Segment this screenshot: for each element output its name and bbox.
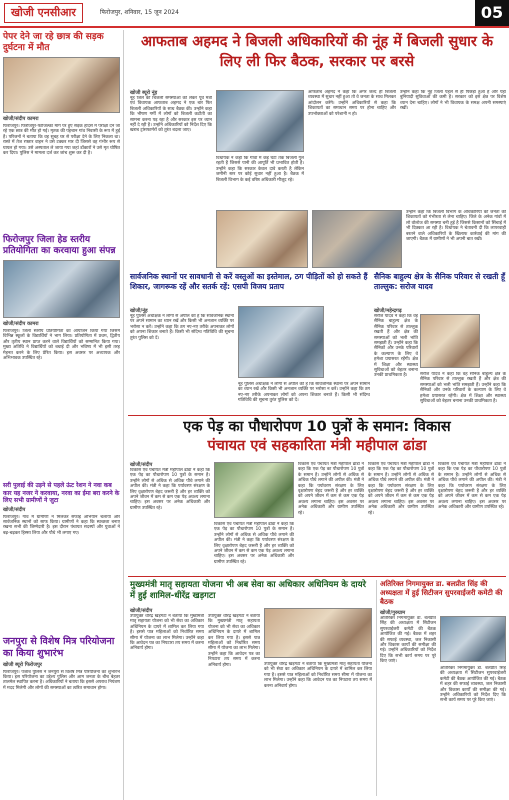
story3-byline: खोजी/संदीप	[3, 506, 26, 513]
band-text-col3: विकास एवं पंचायत मंत्री महीपाल ढांडा ने कहा कि एक पेड़ का पौधारोपण 10 पुत्रों के समान है। उन्होंने लोगों से अधिक से अधिक पौधे लगाने की अपील की। मंत्री ने कहा कि पर्यावरण संरक्षण के लिए वृक्षारोपण बेहद जरूरी है और हर व्यक्ति को अपने जीवन में कम से कम एक पेड़ अवश्य लगाना चाहिए। इस अवसर पर अनेक अधिकारी और ग्रामीण उपस्थित रहे।	[298, 462, 364, 516]
top-story-text-col2: विधायक ने कहा कि गांवों में कई घंटों तक बिजली गुल रहती है जिससे पानी की आपूर्ति भी प्रभावित होती है। उन्होंने कहा कि सरकार केवल दावे करती है लेकिन जमीनी स्तर पर कोई सुधार नहीं हुआ है। बैठक में बिजली विभाग के कई वरिष्ठ अधिकारी मौजूद रहे।	[216, 156, 304, 183]
band-headline-black: एक पेड़ का पौधारोपण 10 पुत्रों के समान: विकास	[183, 419, 451, 435]
newspaper-logo: खोजी एनसीआर	[4, 3, 83, 23]
bottom-left-byline: खोजी/संदीप	[130, 608, 153, 614]
military-story-text-2: सरोज यादव ने कहा कि वह सैनिक बाहुल्य क्षेत्र के सैनिक परिवार से ताल्लुक रखती हैं और क्षेत्र की समस्याओं को भली भांति समझती हैं। उन्होंने कहा कि सैनिकों और उनके परिवारों के कल्याण के लिए वे हमेशा प्रयासरत रहेंगी। क्षेत्र में शिक्षा और स्वास्थ्य सुविधाओं को बेहतर बनाना उनकी प्राथमिकता है।	[420, 372, 506, 405]
police-story-headline: सार्वजनिक स्थानों पर सावधानी से करें वस्तुओं का इस्तेमाल, ठग पीड़ितों को हो सकते हैं शिकार, जागरूक रहें और सतर्क रहें: एसपी विजय प्रताप	[130, 272, 368, 291]
divider-bottom-vertical	[376, 580, 377, 796]
band-text-col4: विकास एवं पंचायत मंत्री महीपाल ढांडा ने कहा कि एक पेड़ का पौधारोपण 10 पुत्रों के समान है। उन्होंने लोगों से अधिक से अधिक पौधे लगाने की अपील की। मंत्री ने कहा कि पर्यावरण संरक्षण के लिए वृक्षारोपण बेहद जरूरी है और हर व्यक्ति को अपने जीवन में कम से कम एक पेड़ अवश्य लगाना चाहिए। इस अवसर पर अनेक अधिकारी और ग्रामीण उपस्थित रहे।	[368, 462, 434, 516]
bottom-right-text-col1: अतिरिक्त निगमायुक्त डा. बलप्रीत सिंह की अध्यक्षता में सिटीजन सुपरवाईजरी कमेटी की बैठक आयोजित की गई। बैठक में शहर की सफाई व्यवस्था, जल निकासी और विकास कार्यों की समीक्षा की गई। उन्होंने अधिकारियों को निर्देश दिए कि सभी कार्य समय पर पूरे किए जाएं।	[380, 616, 436, 665]
bottom-right-headline: अतिरिक्त निगमायुक्त डा. बलप्रीत सिंह की अध्यक्षता में हुई सिटीजन सुपरवाईजरी कमेटी की बैठक	[380, 580, 503, 606]
bottom-right-photo	[440, 616, 506, 662]
story4-byline: खोजी ब्यूरो फिरोजपुर	[3, 661, 42, 668]
band-byline: खोजी/संदीप	[130, 462, 153, 468]
bottom-left-text-col3: उपायुक्त धीरेंद्र खड़गटा ने बताया कि मुख्यमंत्री मातृ सहायता योजना को भी सेवा का अधिकार अधिनियम के दायरे में शामिल कर लिया गया है। इससे पात्र महिलाओं को निर्धारित समय सीमा में योजना का लाभ मिलेगा। उन्होंने कहा कि आवेदन पत्र का निपटारा तय समय में करना अनिवार्य होगा।	[264, 662, 372, 689]
police-officer-photo	[238, 306, 324, 378]
band-headline	[128, 418, 506, 456]
divider-bottom	[128, 576, 506, 577]
bottom-left-text-col1: उपायुक्त धीरेंद्र खड़गटा ने बताया कि मुख्यमंत्री मातृ सहायता योजना को भी सेवा का अधिकार अधिनियम के दायरे में शामिल कर लिया गया है। इससे पात्र महिलाओं को निर्धारित समय सीमा में योजना का लाभ मिलेगा। उन्होंने कहा कि आवेदन पत्र का निपटारा तय समय में करना अनिवार्य होगा।	[130, 614, 204, 652]
bottom-right-text-col2: अतिरिक्त निगमायुक्त डा. बलप्रीत सिंह की अध्यक्षता में सिटीजन सुपरवाईजरी कमेटी की बैठक आयोजित की गई। बैठक में शहर की सफाई व्यवस्था, जल निकासी और विकास कार्यों की समीक्षा की गई। उन्होंने अधिकारियों को निर्देश दिए कि सभी कार्य समय पर पूरे किए जाएं।	[440, 666, 506, 704]
story2-headline: फिरोजपुर जिला हेड स्तरीय प्रतियोगिता का करवाया हुआ संपन्न	[3, 235, 116, 256]
story3-text: फिरोजपुर। गांव में ग्रामीणों ने मिलकर सफाई अभियान चलाया और सार्वजनिक स्थानों को साफ किया। ग्रामीणों ने कहा कि स्वच्छता बनाए रखना सभी की जिम्मेदारी है। इस दौरान पंचायत सदस्यों और युवाओं ने बढ़-चढ़कर हिस्सा लिया और पौधे भी लगाए गए।	[3, 514, 120, 536]
military-story-text: सरोज यादव ने कहा कि वह सैनिक बाहुल्य क्षेत्र के सैनिक परिवार से ताल्लुक रखती हैं और क्षेत्र की समस्याओं को भली भांति समझती हैं। उन्होंने कहा कि सैनिकों और उनके परिवारों के कल्याण के लिए वे हमेशा प्रयासरत रहेंगी। क्षेत्र में शिक्षा और स्वास्थ्य सुविधाओं को बेहतर बनाना उनकी प्राथमिकता है।	[374, 314, 418, 379]
bottom-left-photo	[264, 608, 372, 658]
top-story-byline: खोजी ब्यूरो नूंह	[130, 90, 158, 96]
top-story-text-col1: नूंह जिले की बिजली समस्याओं को लेकर पूर्व मंत्री एवं विधायक आफताब अहमद ने एक बार फिर बिजली अधिकारियों के साथ बैठक की। उन्होंने कहा कि भीषण गर्मी में लोगों को बिजली कटौती का सामना करना पड़ रहा है और सरकार इस पर ध्यान नहीं दे रही है। उन्होंने अधिकारियों को निर्देश दिए कि खराब ट्रांसफार्मरों को तुरंत बदला जाए।	[130, 96, 212, 134]
story4-text: फिरोजपुर। पंजाब पुलिस ने जनपुरा से विशेष मित्र परियोजना का शुभारंभ किया। इस परियोजना का उद्देश्य पुलिस और आम जनता के बीच बेहतर तालमेल स्थापित करना है। अधिकारियों ने बताया कि इससे अपराध नियंत्रण में मदद मिलेगी और लोगों की समस्याओं का त्वरित समाधान होगा।	[3, 669, 120, 691]
story2-byline: खोजी/संदीप कामरा	[3, 321, 39, 327]
right-column-text: उन्होंने कहा कि बिजली विभाग के अधिकारियों को जनता की शिकायतों को गंभीरता से लेना चाहिए। जिले के अनेक गांवों में लो वोल्टेज की समस्या बनी हुई है जिससे किसानों को सिंचाई में भी दिक्कत आ रही है। विधायक ने चेतावनी दी कि लापरवाही बरतने वाले अधिकारियों के खिलाफ कार्रवाई की मांग की जाएगी। बैठक में ग्रामीणों ने भी अपनी बात रखी।	[406, 210, 506, 243]
saroj-yadav-photo	[420, 314, 480, 368]
band-text-col2: विकास एवं पंचायत मंत्री महीपाल ढांडा ने कहा कि एक पेड़ का पौधारोपण 10 पुत्रों के समान है। उन्होंने लोगों से अधिक से अधिक पौधे लगाने की अपील की। मंत्री ने कहा कि पर्यावरण संरक्षण के लिए वृक्षारोपण बेहद जरूरी है और हर व्यक्ति को अपने जीवन में कम से कम एक पेड़ अवश्य लगाना चाहिए। इस अवसर पर अनेक अधिकारी और ग्रामीण उपस्थित रहे।	[214, 522, 294, 565]
police-story-text-2: नूंह पुलिस अधीक्षक ने लोगों से अपील की है कि सार्वजनिक स्थानों पर अपने सामान का ध्यान रखें और किसी भी अनजान व्यक्ति पर भरोसा न करें। उन्होंने कहा कि ठग नए-नए तरीके अपनाकर लोगों को अपना शिकार बनाते हैं। किसी भी संदिग्ध गतिविधि की सूचना तुरंत पुलिस को दें।	[238, 382, 370, 404]
band-photo	[214, 462, 294, 518]
page-number: 05	[475, 0, 509, 26]
military-story-headline: सैनिक बाहुल्य क्षेत्र के सैनिक परिवार से रखती हूँ ताल्लुक: सरोज यादव	[374, 272, 505, 291]
dateline: फिरोजपुर, शनिवार, 15 जून 2024	[100, 9, 179, 16]
military-story-byline: खोजी/महेन्द्रगढ़	[374, 308, 402, 314]
police-story-text: नूंह पुलिस अधीक्षक ने लोगों से अपील की है कि सार्वजनिक स्थानों पर अपने सामान का ध्यान रखें और किसी भी अनजान व्यक्ति पर भरोसा न करें। उन्होंने कहा कि ठग नए-नए तरीके अपनाकर लोगों को अपना शिकार बनाते हैं। किसी भी संदिग्ध गतिविधि की सूचना तुरंत पुलिस को दें।	[130, 314, 234, 341]
top-story-photo-1	[216, 90, 304, 152]
story1-text: फिरोजपुर। फिरोजपुर-फाजिल्का मार्ग पर हुए सड़क हादसे में परीक्षा देने जा रहे एक छात्र की मौत हो गई। मृतक की पहचान गांव निवासी के रूप में हुई है। परिजनों ने बताया कि वह सुबह घर से परीक्षा देने के लिए निकला था। रास्ते में तेज रफ्तार वाहन ने उसे टक्कर मार दी जिससे वह गंभीर रूप से घायल हो गया। उसे अस्पताल ले जाया गया जहां डॉक्टरों ने उसे मृत घोषित कर दिया। पुलिस ने मामला दर्ज कर जांच शुरू कर दी है।	[3, 124, 120, 157]
bottom-left-text-col2: उपायुक्त धीरेंद्र खड़गटा ने बताया कि मुख्यमंत्री मातृ सहायता योजना को भी सेवा का अधिकार अधिनियम के दायरे में शामिल कर लिया गया है। इससे पात्र महिलाओं को निर्धारित समय सीमा में योजना का लाभ मिलेगा। उन्होंने कहा कि आवेदन पत्र का निपटारा तय समय में करना अनिवार्य होगा।	[208, 614, 260, 668]
story3-headline: सरी पुलाई की उड़ने से पहले ऊंट रेशन ने नवा कब कार यह नजर ने करवाया, नरवा का ईमा बरा करने के लिए सभी ग्रामीणों ने जुटा	[3, 482, 120, 504]
story2-text: फिरोजपुर। जिला स्तरीय प्रतियोगिता का आयोजन किया गया जिसमें विभिन्न स्कूलों के विद्यार्थियों ने भाग लिया। प्रतियोगिता में प्रथम, द्वितीय और तृतीय स्थान प्राप्त करने वाले विद्यार्थियों को सम्मानित किया गया। मुख्य अतिथि ने विद्यार्थियों को बधाई दी और भविष्य में भी इसी तरह मेहनत करने के लिए प्रेरित किया। इस अवसर पर अध्यापक और अभिभावक उपस्थित रहे।	[3, 329, 120, 362]
divider-mid	[128, 415, 506, 416]
top-story-text-col4: उन्होंने कहा कि नूंह जिला पहले से ही पिछड़ा हुआ है और यहां बुनियादी सुविधाओं की कमी है। सरकार को इस क्षेत्र पर विशेष ध्यान देना चाहिए। लोगों ने भी विधायक के समक्ष अपनी समस्याएं रखीं।	[400, 90, 506, 112]
band-text-col5: विकास एवं पंचायत मंत्री महीपाल ढांडा ने कहा कि एक पेड़ का पौधारोपण 10 पुत्रों के समान है। उन्होंने लोगों से अधिक से अधिक पौधे लगाने की अपील की। मंत्री ने कहा कि पर्यावरण संरक्षण के लिए वृक्षारोपण बेहद जरूरी है और हर व्यक्ति को अपने जीवन में कम से कम एक पेड़ अवश्य लगाना चाहिए। इस अवसर पर अनेक अधिकारी और ग्रामीण उपस्थित रहे।	[438, 462, 506, 511]
band-text-col1: विकास एवं पंचायत मंत्री महीपाल ढांडा ने कहा कि एक पेड़ का पौधारोपण 10 पुत्रों के समान है। उन्होंने लोगों से अधिक से अधिक पौधे लगाने की अपील की। मंत्री ने कहा कि पर्यावरण संरक्षण के लिए वृक्षारोपण बेहद जरूरी है और हर व्यक्ति को अपने जीवन में कम से कम एक पेड़ अवश्य लगाना चाहिए। इस अवसर पर अनेक अधिकारी और ग्रामीण उपस्थित रहे।	[130, 468, 210, 511]
bottom-left-headline: मुख्यमंत्री मातृ सहायता योजना भी अब सेवा का अधिकार अधिनियम के दायरे में हुई शामिल-धीरेंद्र खड़गटा	[130, 580, 367, 601]
story1-byline: खोजी/संदीप कामरा	[3, 116, 39, 122]
top-story-photo-2	[216, 210, 308, 268]
story1-headline: पेपर देने जा रहे छात्र की सड़क दुर्घटना में मौत	[3, 32, 104, 53]
police-story-byline: खोजी/नूंह	[130, 308, 148, 314]
story4-headline: जनपुरा से विशेष मित्र परियोजना का किया शुभारंभ	[3, 635, 115, 659]
top-story-photo-3	[312, 210, 402, 268]
masthead	[0, 0, 509, 28]
story2-photo	[3, 260, 120, 318]
story1-photo	[3, 57, 120, 113]
bottom-right-byline: खोजी/गुरुग्राम	[380, 610, 406, 616]
top-story-headline: आफताब अहमद ने बिजली अधिकारियों की नूंह में बिजली सुधार के लिए ली फिर बैठक, सरकार पर बरसे	[140, 34, 494, 70]
band-headline-red: पंचायत एवं सहकारिता मंत्री महीपाल ढांडा	[207, 438, 427, 454]
top-story-text-col3: आफताब अहमद ने कहा कि अगर जल्द ही बिजली व्यवस्था में सुधार नहीं हुआ तो वे जनता के साथ मिलकर आंदोलन करेंगे। उन्होंने अधिकारियों से कहा कि शिकायतों का समाधान समय पर होना चाहिए और उपभोक्ताओं को परेशानी न हो।	[308, 90, 396, 117]
left-column	[0, 30, 124, 800]
